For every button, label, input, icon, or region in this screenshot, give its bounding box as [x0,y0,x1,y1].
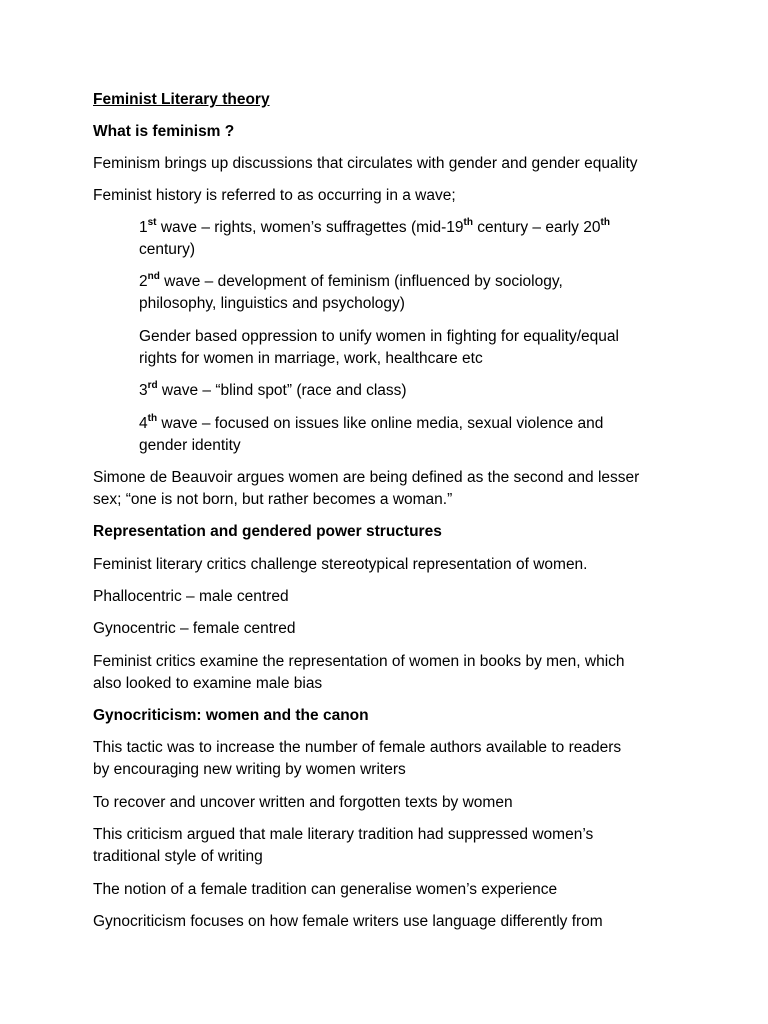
beauvoir-line-2: sex; “one is not born, but rather becomes a woman.” [93,491,453,508]
paragraph-gynocentric: Gynocentric – female centred [93,620,296,637]
gender-based-line-2: rights for women in marriage, work, healthcare etc [139,350,483,367]
first-wave-line-2: century) [139,241,195,258]
fourth-wave-line-2: gender identity [139,437,241,454]
fourth-wave-line-1: 4th wave – focused on issues like online media, sexual violence and [139,412,604,432]
gender-based-line-1: Gender based oppression to unify women in fighting for equality/equal [139,328,619,345]
paragraph-criticism-line-2: traditional style of writing [93,848,263,865]
second-wave-line-2: philosophy, linguistics and psychology) [139,295,405,312]
paragraph-notion: The notion of a female tradition can generalise women’s experience [93,881,558,898]
paragraph-examine-line-2: also looked to examine male bias [93,675,323,692]
paragraph-examine-line-1: Feminist critics examine the representation of women in books by men, which [93,653,625,670]
third-wave-line: 3rd wave – “blind spot” (race and class) [139,379,407,399]
document-title: Feminist Literary theory [93,91,270,108]
paragraph-stereotypical: Feminist literary critics challenge stereotypical representation of women. [93,556,588,573]
heading-representation: Representation and gendered power structures [93,523,442,540]
paragraph-tactic-line-2: by encouraging new writing by women writers [93,761,406,778]
paragraph-focuses: Gynocriticism focuses on how female writers use language differently from [93,913,603,930]
paragraph-recover: To recover and uncover written and forgotten texts by women [93,794,513,811]
paragraph-tactic-line-1: This tactic was to increase the number of female authors available to readers [93,739,622,756]
paragraph-feminist-history: Feminist history is referred to as occurring in a wave; [93,187,456,204]
heading-what-is-feminism: What is feminism ? [93,123,235,140]
first-wave-line-1: 1st wave – rights, women’s suffragettes (mid-19th century – early 20th [139,216,610,236]
paragraph-feminism-discussions: Feminism brings up discussions that circulates with gender and gender equality [93,155,638,172]
paragraph-criticism-line-1: This criticism argued that male literary tradition had suppressed women’s [93,826,594,843]
beauvoir-line-1: Simone de Beauvoir argues women are being defined as the second and lesser [93,469,640,486]
second-wave-line-1: 2nd wave – development of feminism (influenced by sociology, [139,270,563,290]
paragraph-phallocentric: Phallocentric – male centred [93,588,289,605]
heading-gynocriticism: Gynocriticism: women and the canon [93,707,369,724]
